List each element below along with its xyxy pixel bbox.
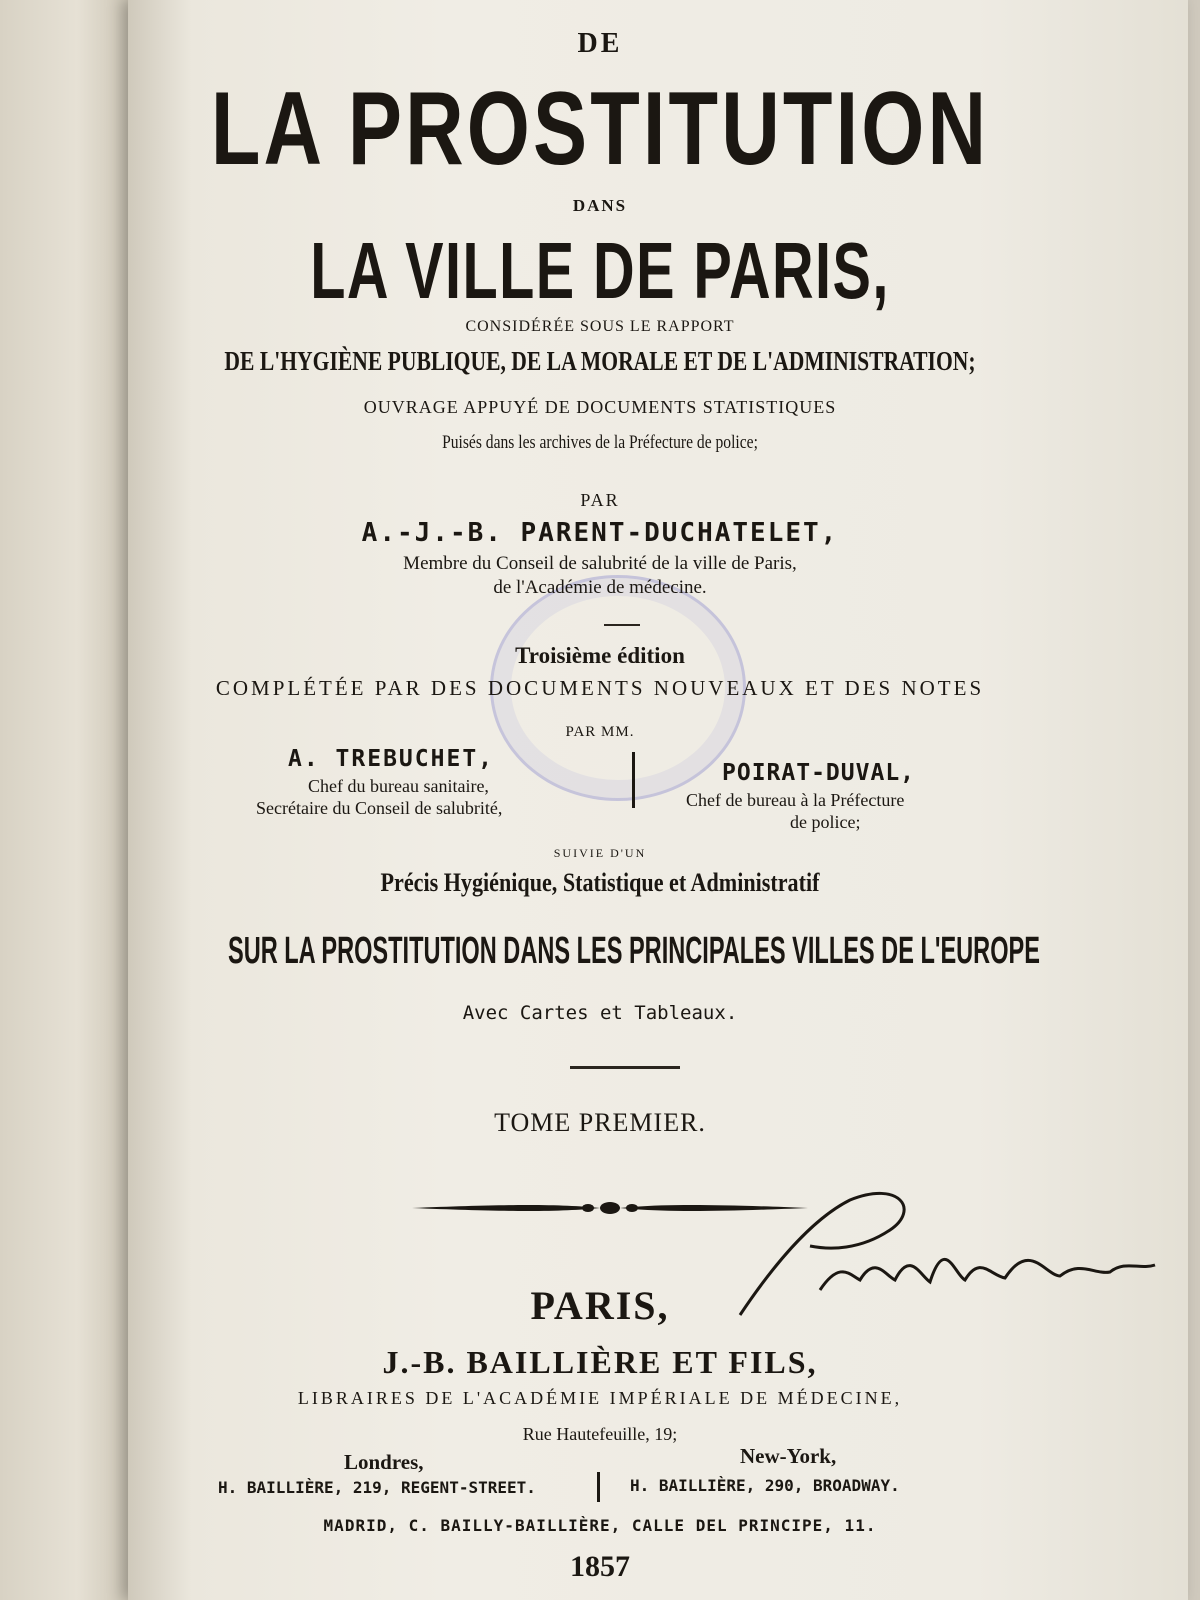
editor-1-name: A. TREBUCHET, [288, 746, 495, 772]
ouvrage-line: OUVRAGE APPUYÉ DE DOCUMENTS STATISTIQUES [363, 397, 837, 417]
city-imprint: PARIS, [530, 1283, 670, 1328]
ny-address: H. BAILLIÈRE, 290, BROADWAY. [630, 1476, 900, 1495]
precis-line: Précis Hygiénique, Statistique et Administratif [380, 868, 820, 897]
editor-1-role-2: Secrétaire du Conseil de salubrité, [256, 798, 503, 818]
editor-2-name: POIRAT-DUVAL, [722, 760, 916, 786]
author-name: A.-J.-B. PARENT-DUCHATELET, [361, 518, 839, 548]
completee-line: COMPLÉTÉE PAR DES DOCUMENTS NOUVEAUX ET DES NOTES [215, 676, 985, 700]
editor-2-role-1: Chef de bureau à la Préfecture [686, 790, 905, 810]
edition-line: Troisième édition [515, 643, 685, 668]
london-address: H. BAILLIÈRE, 219, REGENT-STREET. [218, 1478, 536, 1497]
author-role-2: de l'Académie de médecine. [493, 577, 707, 598]
libraires-line: LIBRAIRES DE L'ACADÉMIE IMPÉRIALE DE MÉDECINE, [297, 1388, 903, 1408]
consideree-line: CONSIDÉRÉE SOUS LE RAPPORT [465, 318, 735, 335]
year-line: 1857 [570, 1550, 630, 1583]
city-title: LA VILLE DE PARIS, [310, 226, 890, 315]
par-line: PAR [580, 490, 620, 510]
title-de: DE [577, 28, 623, 59]
tome-line: TOME PREMIER. [494, 1108, 706, 1137]
newyork-label: New-York, [740, 1444, 837, 1468]
short-rule [604, 624, 640, 626]
subject-line: DE L'HYGIÈNE PUBLIQUE, DE LA MORALE ET DE L'ADMINISTRATION; [224, 346, 976, 376]
par-mm-line: PAR MM. [565, 724, 635, 740]
main-title: LA PROSTITUTION [210, 71, 990, 187]
editor-1-role-1: Chef du bureau sanitaire, [308, 776, 489, 796]
avec-line: Avec Cartes et Tableaux. [462, 1002, 738, 1024]
imprint-divider [597, 1472, 600, 1502]
mid-rule [570, 1066, 680, 1069]
title-dans: DANS [572, 196, 628, 215]
rue-line: Rue Hautefeuille, 19; [522, 1424, 678, 1444]
author-role-1: Membre du Conseil de salubrité de la ville de Paris, [403, 553, 797, 574]
publisher-line: J.-B. BAILLIÈRE ET FILS, [382, 1344, 818, 1380]
sur-la-line: SUR LA PROSTITUTION DANS LES PRINCIPALES VILLES DE L'EUROPE [228, 930, 1040, 972]
suivie-line: SUIVIE D'UN [553, 846, 647, 860]
editor-2-role-2: de police; [790, 812, 861, 832]
londres-label: Londres, [344, 1450, 424, 1474]
madrid-line: MADRID, C. BAILLY-BAILLIÈRE, CALLE DEL PRINCIPE, 11. [323, 1516, 877, 1535]
puises-line: Puisés dans les archives de la Préfecture de police; [442, 432, 758, 453]
editor-divider [632, 752, 635, 808]
